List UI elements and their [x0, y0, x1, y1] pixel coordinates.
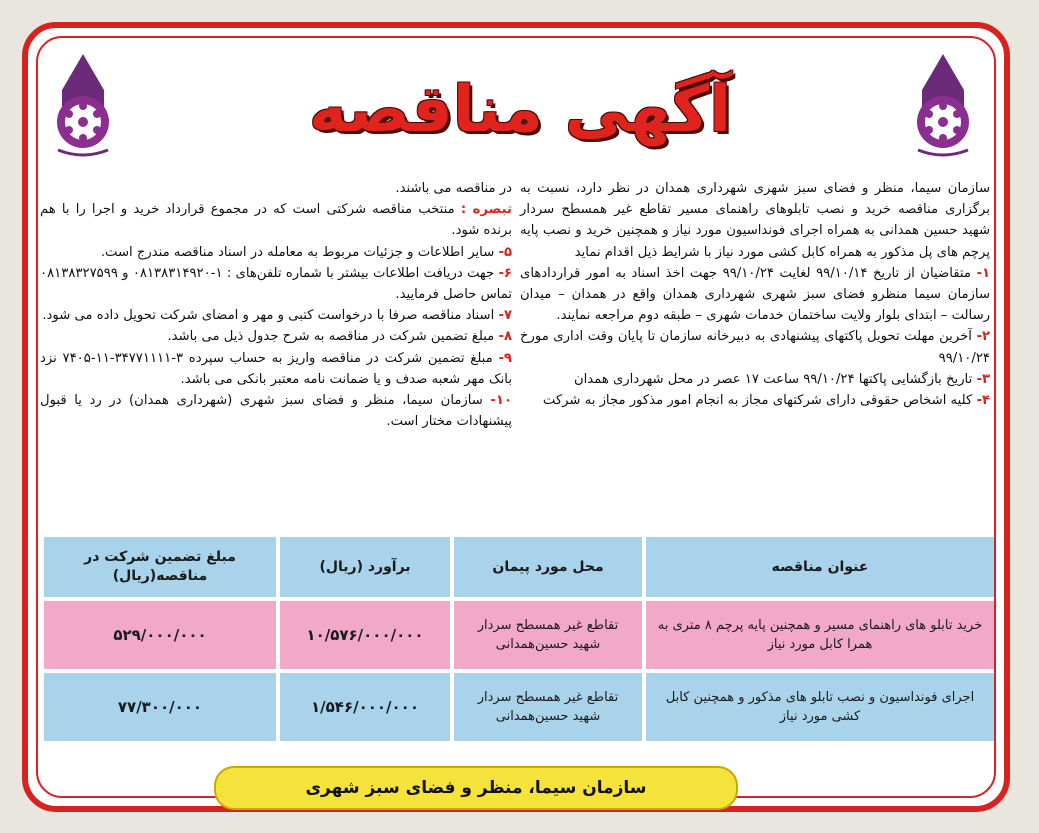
item-text: سازمان سیما، منظر و فضای سبز شهری (شهرداری همدان) در رد یا قبول پیشنهادات مختار است.: [40, 393, 512, 430]
intro-paragraph: سازمان سیما، منظر و فضای سبز شهری شهرداری همدان در نظر دارد، نسبت به برگزاری مناقصه خرید و نصب تابلوهای راهنمای مسیر تقاطع غیر همسطح سردار شهید حسین همدانی به همراه اجرای فونداسیون مورد نیاز و همچنین خرید و نصب پایه پرچم های پل مذکور به همراه کابل کشی مورد نیاز با شرایط ذیل اقدام نماید: [520, 181, 990, 260]
municipality-logo-icon: [48, 50, 118, 160]
item-text: سایر اطلاعات و جزئیات مربوط به معامله در اسناد مناقصه مندرج است.: [100, 244, 495, 260]
item-number: ۷-: [498, 308, 512, 324]
item-text: جهت دریافت اطلاعات بیشتر با شماره تلفن‌های : ۱-۰۸۱۳۸۳۱۴۹۲۰ و ۰۸۱۳۸۳۲۷۵۹۹ تماس حاصل فرمایید.: [40, 265, 512, 303]
condition-item: [40, 390, 512, 432]
item-number: ۹-: [498, 350, 512, 366]
condition-item: [40, 348, 512, 390]
table-cell-title: خرید تابلو های راهنمای مسیر و همچنین پایه پرچم ۸ متری به همرا کابل مورد نیاز: [646, 601, 994, 669]
item-number: ۵-: [498, 244, 512, 260]
condition-item: [40, 263, 512, 305]
condition-item: [520, 326, 990, 368]
condition-item: [520, 369, 990, 390]
item-text: مبلغ تضمین شرکت در مناقصه واریز به حساب سپرده ۳-۳۴۷۷۱۱۱۱-۱۱-۷۴۰۵ نزد بانک مهر شعبه صدف و یا ضمانت نامه معتبر بانکی می باشد.: [40, 350, 512, 387]
table-header-title: عنوان مناقصه: [646, 537, 994, 597]
table-cell-estimate: ۱۰/۵۷۶/۰۰۰/۰۰۰: [280, 601, 450, 669]
table-header-guarantee: مبلغ تضمین شرکت در مناقصه(ریال): [44, 537, 276, 597]
item-number: ۲-: [976, 329, 990, 345]
municipality-logo-icon: [908, 50, 978, 160]
table-cell-guarantee: ۵۲۹/۰۰۰/۰۰۰: [44, 601, 276, 669]
condition-item: [40, 305, 512, 326]
notice-left-column: [40, 178, 512, 432]
item-text: کلیه اشخاص حقوقی دارای شرکتهای مجاز به انجام امور مذکور مجاز به شرکت: [542, 393, 973, 409]
condition-item: [520, 390, 990, 411]
item-text: تاریخ بازگشایی پاکتها ۹۹/۱۰/۲۴ ساعت ۱۷ عصر در محل شهرداری همدان: [573, 371, 973, 387]
item-number: ۶-: [498, 265, 512, 281]
item-number: ۱-: [976, 265, 990, 281]
notice-title: آگهی مناقصه: [309, 73, 731, 147]
item-text: اسناد مناقصه صرفا با درخواست کتبی و مهر و امضای شرکت تحویل داده می شود.: [42, 308, 495, 324]
table-cell-location: تقاطع غیر همسطح سردار شهید حسین‌همدانی: [454, 601, 642, 669]
table-cell-title: اجرای فونداسیون و نصب تابلو های مذکور و همچنین کابل کشی مورد نیاز: [646, 673, 994, 741]
tender-table: [44, 537, 994, 745]
item-number: ۴-: [976, 393, 990, 409]
notice-right-column: [520, 178, 990, 411]
note-text: منتخب مناقصه شرکتی است که در مجموع قرارداد خرید و اجرا را با هم برنده شود.: [40, 202, 512, 239]
condition-item: [40, 242, 512, 263]
condition-item: [40, 326, 512, 347]
item-text: متقاضیان از تاریخ ۹۹/۱۰/۱۴ لغایت ۹۹/۱۰/۲۴ جهت اخذ اسناد به امور قراردادهای سازمان سیما منظرو فضای سبز شهری شهرداری همدان واقع در همدان – میدان رسالت – ابتدای بلوار ولایت ساختمان خدمات شهری – طبقه دوم مراجعه نمایند.: [520, 265, 990, 324]
item-number: ۳-: [976, 371, 990, 387]
table-header-location: محل مورد پیمان: [454, 537, 642, 597]
item-text: مبلغ تضمین شرکت در مناقصه به شرح جدول ذیل می باشد.: [167, 329, 495, 345]
table-cell-estimate: ۱/۵۴۶/۰۰۰/۰۰۰: [280, 673, 450, 741]
note-label: تبصره :: [460, 202, 512, 218]
footer-organization-banner: سازمان سیما، منظر و فضای سبز شهری: [214, 766, 738, 810]
table-header-estimate: برآورد (ریال): [280, 537, 450, 597]
item-text: آخرین مهلت تحویل پاکتهای پیشنهادی به دبیرخانه سازمان تا پایان وقت اداری مورخ ۹۹/۱۰/۲۴: [520, 329, 990, 366]
condition-item: [520, 263, 990, 327]
continuation-text: در مناقصه می باشند.: [395, 181, 512, 196]
item-number: ۸-: [498, 329, 512, 345]
item-number: ۱۰-: [490, 393, 512, 409]
table-cell-guarantee: ۷۷/۳۰۰/۰۰۰: [44, 673, 276, 741]
note-paragraph: [40, 199, 512, 241]
table-cell-location: تقاطع غیر همسطح سردار شهید حسین‌همدانی: [454, 673, 642, 741]
